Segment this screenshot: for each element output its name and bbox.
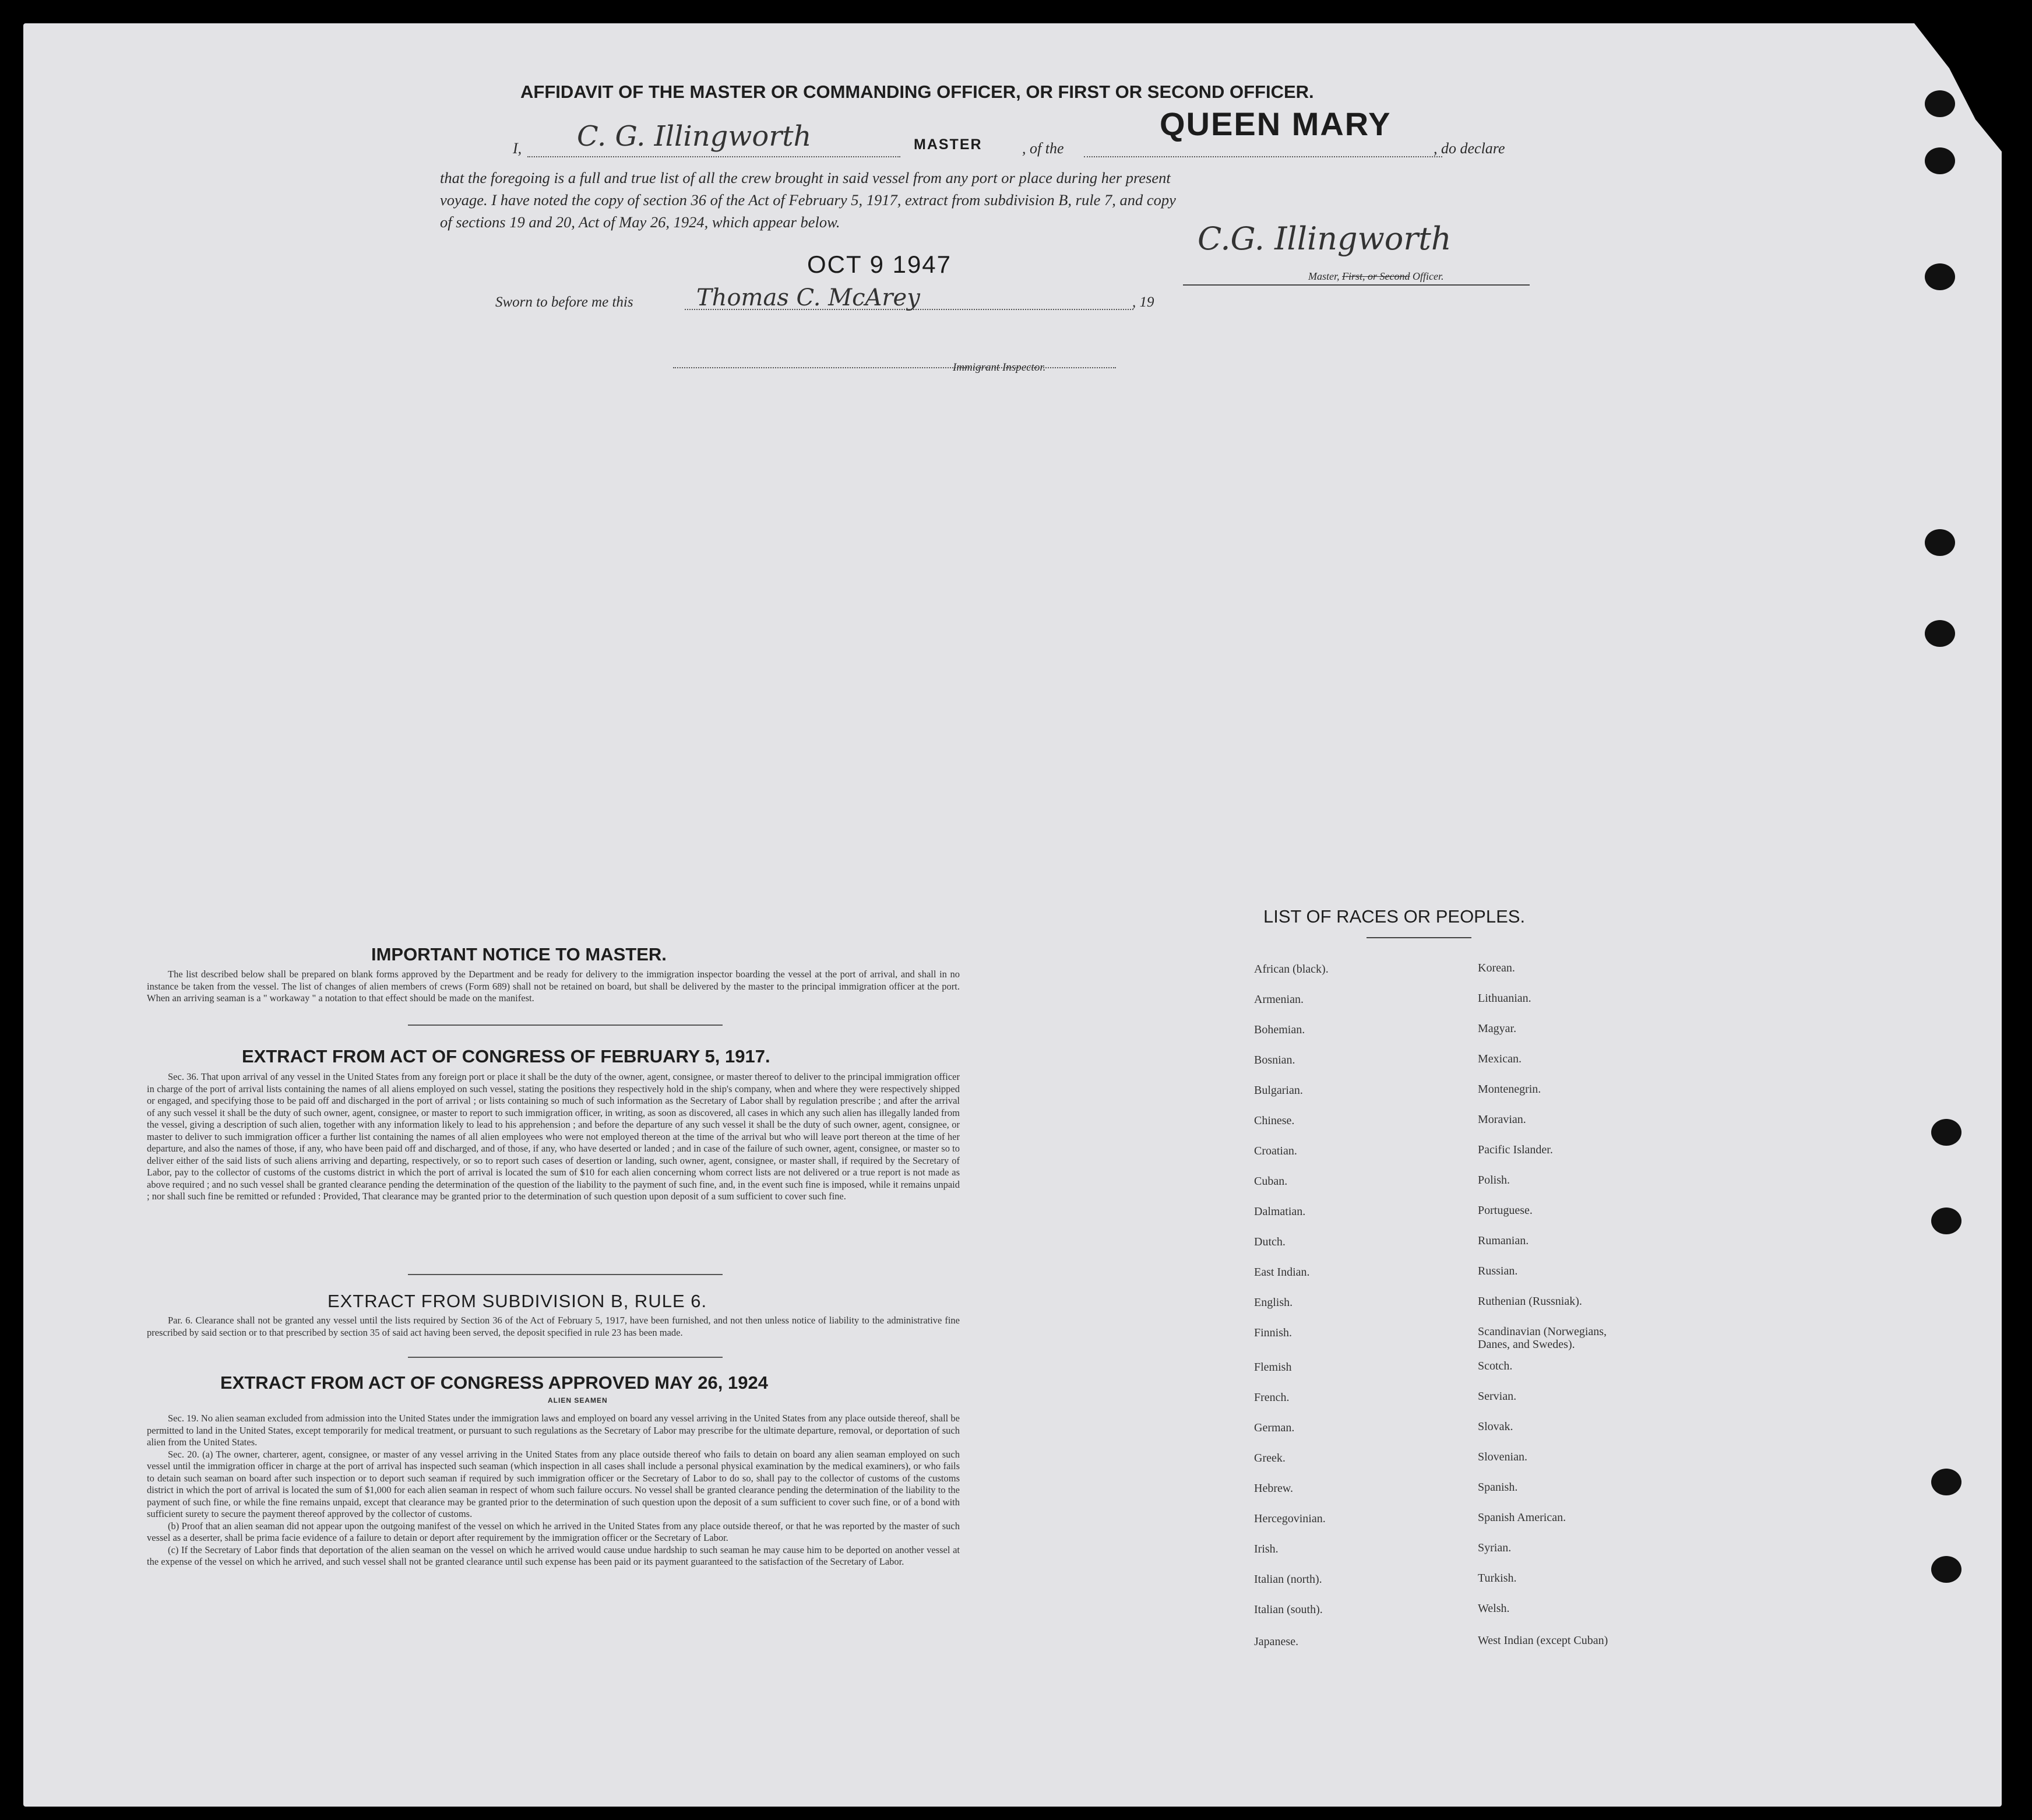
divider <box>408 1025 723 1026</box>
notice-text <box>147 969 960 1005</box>
vessel-name-stamp: QUEEN MARY <box>1160 105 1392 142</box>
race-left-item: Italian (north). <box>1254 1573 1322 1586</box>
race-right-item: Portuguese. <box>1478 1204 1533 1217</box>
section-20b-paragraph: (b) Proof that an alien seaman did not appear upon the outgoing manifest of the vessel on which he arrived in the United States from any place outside thereof, or that he was reported by the master of such vessel as a deserter, shall be prima facie evidence of a failure to detain or deport after requirement by the immigration officer or the Secretary of Labor. <box>147 1520 960 1543</box>
extract-1917-title: EXTRACT FROM ACT OF CONGRESS OF FEBRUARY 5, 1917. <box>242 1046 770 1066</box>
section-20a-paragraph: Sec. 20. (a) The owner, charterer, agent, consignee, or master of any vessel arriving in the United States from any place outside thereof who fails to detain on board any alien seaman employed on such vessel until the immigration officer in charge at the port of arrival has inspected such seaman (which inspection in all cases shall include a personal physical examination by the medical examiners), or who fails to detain such seaman on board after such inspection or to deport such seaman if required by such immigration officer or the Secretary of Labor to do so, shall pay to the collector of customs of the customs district in which the port of arrival is located the sum of $1,000 for each alien seaman in respect of whom such failure occurs. No vessel shall be granted clearance pending the determination of the liability to the payment of such fine, or while the fine remains unpaid, except that clearance may be granted prior to the determination of such question upon the deposit of a sum sufficient to cover such fine, or of a bond with sufficient surety to secure the payment thereof approved by the collector of customs. <box>147 1448 960 1519</box>
race-right-item: Moravian. <box>1478 1113 1526 1126</box>
race-left-item: Dutch. <box>1254 1235 1286 1248</box>
inspector-handwritten: Thomas C. McArey <box>696 284 920 311</box>
punch-hole <box>1925 263 1955 290</box>
race-left-item: Cuban. <box>1254 1175 1288 1188</box>
caption-master: Master, <box>1308 270 1340 282</box>
race-right-item: Lithuanian. <box>1478 992 1531 1005</box>
race-right-item: Mexican. <box>1478 1052 1522 1065</box>
extract-1917-paragraph: Sec. 36. That upon arrival of any vessel in the United States from any foreign port or place it shall be the duty of the owner, agent, consignee, or master thereof to deliver to the principal immigration officer in charge of the port of arrival lists containing the names of all aliens employed on such vessel, stating the positions they respectively hold in the ship's company, when and where they were respectively shipped or engaged, and specifying those to be paid off and discharged in the port of arrival ; or lists containing so much of such information as the Secretary of Labor shall by regulation prescribe ; and after the arrival of any such vessel it shall be the duty of such owner, agent, consignee, or master to report to such immigration officer, in writing, as soon as discovered, all cases in which any such alien has illegally landed from the vessel, giving a description of such alien, together with any information likely to lead to his apprehension ; and before the departure of any such vessel it shall be the duty of such owner, agent, consignee, or master to deliver to such immigration officer a further list containing the names of all alien employees who were not employed thereon at the time of the arrival but who will leave port thereon at the time of her departure, and also the names of those, if any, who have been paid off and discharged, and of those, if any, who have deserted or landed ; and in case of the failure of such owner, agent, consignee, or master so to deliver either of the said lists of such aliens arriving and departing, respectively, or so to report such cases of desertion or landing, such owner, agent, consignee, or master shall, if required by the Secretary of Labor, pay to the collector of customs of the customs district in which the port of arrival is located the sum of $10 for each alien concerning whom correct lists are not delivered or a true report is not made as above required ; and no such vessel shall be granted clearance pending the determination of the question of the liability to the payment of such fine, and, in the event such fine is imposed, while it remains unpaid ; nor shall such fine be remitted or refunded : Provided, That clearance may be granted prior to the determination of such question upon deposit of a sum sufficient to cover such fine. <box>147 1071 960 1202</box>
declaration-line-1: that the foregoing is a full and true list of all the crew brought in said vessel from any port or place during her present <box>440 169 1171 186</box>
race-left-item: Italian (south). <box>1254 1603 1323 1616</box>
race-left-item: Greek. <box>1254 1452 1286 1465</box>
race-right-item: Korean. <box>1478 962 1515 974</box>
punch-hole <box>1925 620 1955 647</box>
race-left-item: Bosnian. <box>1254 1054 1295 1066</box>
race-left-item: Armenian. <box>1254 993 1304 1006</box>
race-left-item: English. <box>1254 1296 1293 1309</box>
extract-1917-text <box>147 1071 960 1203</box>
race-left-item: Hercegovinian. <box>1254 1512 1326 1525</box>
extract-rule6-text <box>147 1315 960 1339</box>
section-19-paragraph: Sec. 19. No alien seaman excluded from admission into the United States under the immigration laws and employed on board any vessel arriving in the United States from any place outside thereof, shall be permitted to land in the United States, except temporarily for medical treatment, or pursuant to such regulations as the Secretary of Labor may prescribe for the ultimate departure, removal, or deportation of such alien from the United States. <box>147 1413 960 1448</box>
race-right-item: Syrian. <box>1478 1541 1512 1554</box>
race-left-item: Bulgarian. <box>1254 1084 1303 1097</box>
race-left-item: African (black). <box>1254 963 1329 976</box>
race-right-item: Turkish. <box>1478 1572 1517 1585</box>
punch-hole <box>1931 1469 1961 1495</box>
race-right-item: Rumanian. <box>1478 1234 1529 1247</box>
race-left-item: Croatian. <box>1254 1145 1297 1157</box>
race-right-item: Slovak. <box>1478 1420 1513 1433</box>
punch-hole <box>1925 529 1955 556</box>
race-right-item: Polish. <box>1478 1174 1510 1187</box>
section-20c-paragraph: (c) If the Secretary of Labor finds that deportation of the alien seaman on the vessel on which he arrived would cause undue hardship to such seaman he may cause him to be deported on another vessel at the expense of the vessel on which he arrived, and such vessel shall not be granted clearance until such expense has been paid or its payment guaranteed to the satisfaction of the Secretary of Labor. <box>147 1544 960 1567</box>
race-left-item: Dalmatian. <box>1254 1205 1306 1218</box>
signature-caption <box>1308 270 1444 283</box>
punch-hole <box>1931 1119 1961 1146</box>
master-signature-handwritten: C.G. Illingworth <box>1198 220 1452 257</box>
race-right-item: Spanish. <box>1478 1481 1518 1494</box>
notice-paragraph: The list described below shall be prepared on blank forms approved by the Department and be ready for delivery to the immigration inspector boarding the vessel at the port of arrival, and shall in no instance be taken from the vessel. The list of changes of alien members of crews (Form 689) shall not be retained on board, but shall be delivered by the master to the principal immigration officer at the port. When an arriving seaman is a " workaway " a notation to that effect should be made on the manifest. <box>147 969 960 1004</box>
inspector-line <box>673 367 1116 368</box>
sworn-label: Sworn to before me this <box>495 294 633 310</box>
do-declare-label: , do declare <box>1434 140 1505 157</box>
race-left-item: Japanese. <box>1254 1635 1299 1648</box>
declaration-line-2: voyage. I have noted the copy of section 36 of the Act of February 5, 1917, extract from subdivision B, rule 7, and copy <box>440 191 1176 209</box>
punch-hole <box>1925 90 1955 117</box>
extract-1924-subtitle: ALIEN SEAMEN <box>548 1396 608 1404</box>
caption-officer: Officer. <box>1413 270 1444 282</box>
punch-hole <box>1925 147 1955 174</box>
master-name-handwritten: C. G. Illingworth <box>577 120 812 153</box>
race-left-item: East Indian. <box>1254 1266 1310 1279</box>
race-right-item: Scandinavian (Norwegians, Danes, and Swedes). <box>1478 1325 1607 1351</box>
race-left-item: Irish. <box>1254 1543 1279 1555</box>
race-right-item: Russian. <box>1478 1265 1518 1277</box>
race-left-item: Hebrew. <box>1254 1482 1294 1495</box>
year-prefix: , 19 <box>1132 294 1154 310</box>
race-left-item: Finnish. <box>1254 1326 1293 1339</box>
divider <box>408 1357 723 1358</box>
punch-hole <box>1931 1556 1961 1583</box>
name-line <box>527 156 900 157</box>
divider <box>1367 937 1471 938</box>
punch-hole <box>1931 1208 1961 1234</box>
signature-rule <box>1183 284 1530 286</box>
extract-rule6-paragraph: Par. 6. Clearance shall not be granted any vessel until the lists required by Section 36 of the Act of February 5, 1917, have been furnished, and not then unless notice of liability to the administrative fine prescribed by said section or to that prescribed by section 35 of said act having been served, the deposit specified in rule 23 has been made. <box>147 1315 960 1338</box>
race-right-item: Slovenian. <box>1478 1451 1527 1463</box>
race-right-item: Servian. <box>1478 1390 1517 1403</box>
race-right-item: Montenegrin. <box>1478 1083 1541 1096</box>
race-right-item: Magyar. <box>1478 1022 1517 1035</box>
race-right-item: West Indian (except Cuban) <box>1478 1634 1608 1647</box>
affidavit-title: AFFIDAVIT OF THE MASTER OR COMMANDING OFFICER, OR FIRST OR SECOND OFFICER. <box>520 82 1314 102</box>
extract-rule6-title: EXTRACT FROM SUBDIVISION B, RULE 6. <box>327 1291 707 1311</box>
race-left-item: German. <box>1254 1421 1295 1434</box>
date-stamp: OCT 9 1947 <box>807 251 952 278</box>
race-right-item: Ruthenian (Russniak). <box>1478 1295 1582 1308</box>
race-right-item: Spanish American. <box>1478 1511 1566 1524</box>
notice-title: IMPORTANT NOTICE TO MASTER. <box>371 944 667 964</box>
race-left-item: Flemish <box>1254 1361 1292 1374</box>
inspector-caption: Immigrant Inspector. <box>953 361 1046 374</box>
race-left-item: French. <box>1254 1391 1290 1404</box>
caption-struck: First, or Second <box>1342 270 1410 282</box>
races-title: LIST OF RACES OR PEOPLES. <box>1263 906 1526 927</box>
race-right-item: Scotch. <box>1478 1360 1513 1372</box>
of-the-label: , of the <box>1022 140 1064 157</box>
race-right-item: Welsh. <box>1478 1602 1510 1615</box>
vessel-line <box>1084 156 1442 157</box>
declaration-line-3: of sections 19 and 20, Act of May 26, 1924, which appear below. <box>440 213 840 231</box>
race-right-item: Pacific Islander. <box>1478 1143 1553 1156</box>
i-label: I, <box>513 140 522 157</box>
rank-stamp: MASTER <box>914 136 982 153</box>
race-left-item: Chinese. <box>1254 1114 1295 1127</box>
divider <box>408 1274 723 1275</box>
race-left-item: Bohemian. <box>1254 1023 1305 1036</box>
extract-1924-text <box>147 1413 960 1568</box>
extract-1924-title: EXTRACT FROM ACT OF CONGRESS APPROVED MAY 26, 1924 <box>220 1372 768 1393</box>
